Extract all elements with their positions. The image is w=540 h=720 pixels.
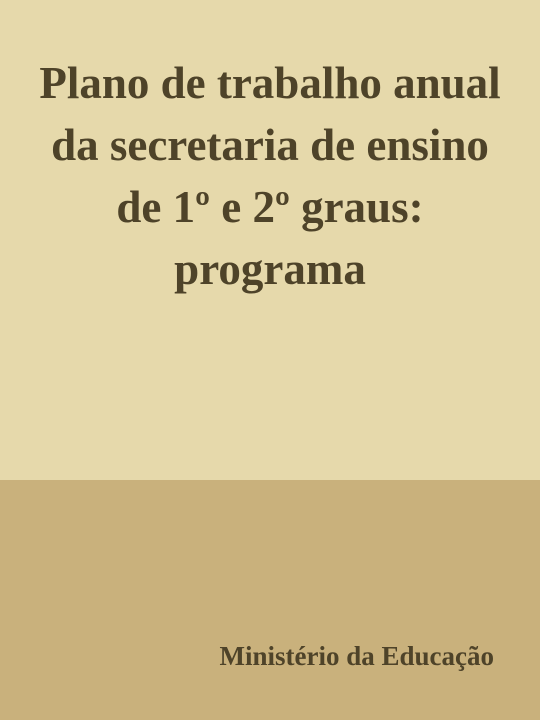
cover-author-panel [0,480,540,720]
book-title: Plano de trabalho anual da secretaria de ensino de 1º e 2º graus: programa [39,58,501,294]
book-author: Ministério da Educação [219,641,494,671]
